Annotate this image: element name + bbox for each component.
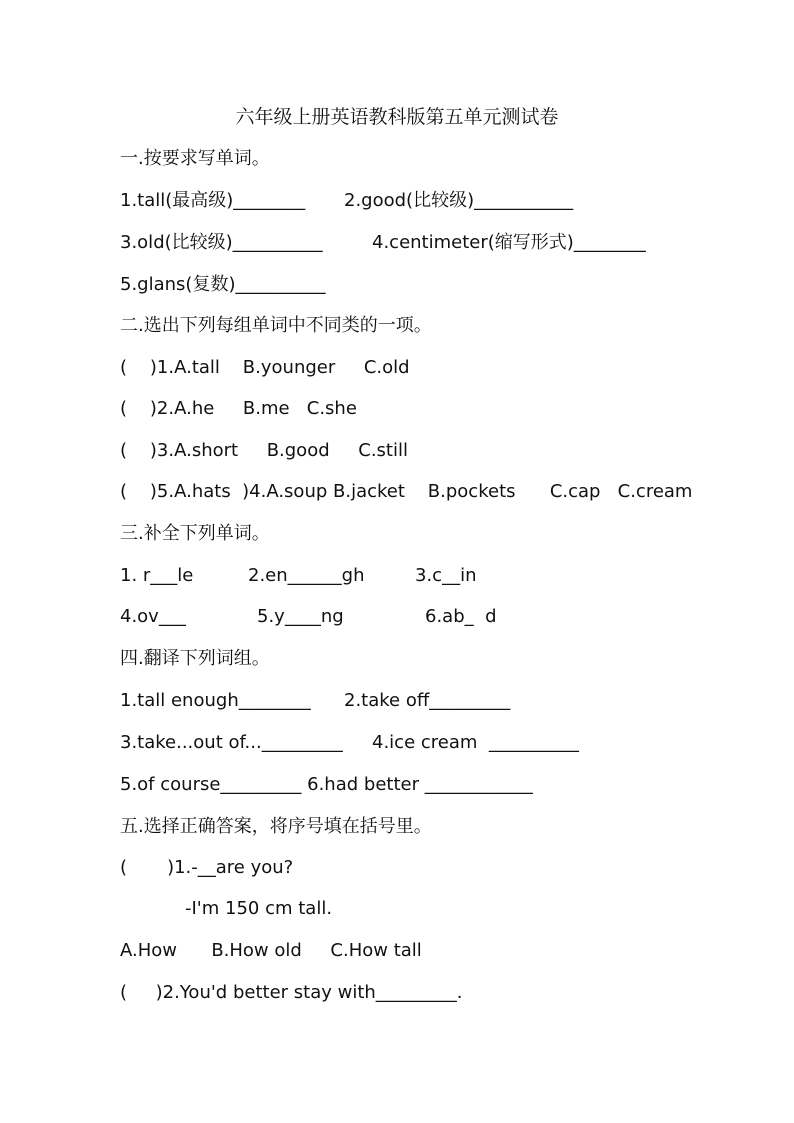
section-4-line-3: 5.of course_________ 6.had better ____________ [120, 774, 533, 795]
fill-word-3: 3.c__in [415, 565, 477, 586]
question-2-1: ( )1.A.tall B.younger C.old [120, 357, 410, 378]
fill-word-4: 4.ov___ [120, 606, 186, 627]
question-2-2: ( )2.A.he B.me C.she [120, 398, 357, 419]
section-2-heading: 二.选出下列每组单词中不同类的一项。 [120, 315, 432, 336]
fill-word-2: 2.en______gh [248, 565, 365, 586]
item-1-3: 3.old(比较级)__________ [120, 232, 323, 253]
phrase-3: 3.take...out of..._________ [120, 732, 343, 753]
phrase-1: 1.tall enough________ [120, 690, 311, 711]
section-1-heading: 一.按要求写单词。 [120, 148, 270, 169]
question-5-1-answer: -I'm 150 cm tall. [185, 898, 333, 919]
page-title: 六年级上册英语教科版第五单元测试卷 [235, 106, 559, 128]
fill-word-1: 1. r___le [120, 565, 194, 586]
section-4-heading: 四.翻译下列词组。 [120, 648, 270, 669]
phrase-2: 2.take off_________ [344, 690, 511, 711]
question-2-3: ( )3.A.short B.good C.still [120, 440, 408, 461]
item-1-5: 5.glans(复数)__________ [120, 274, 326, 295]
phrase-4: 4.ice cream __________ [372, 732, 579, 753]
question-5-1-options: A.How B.How old C.How tall [120, 940, 422, 961]
item-1-2: 2.good(比较级)___________ [344, 190, 574, 211]
fill-word-6: 6.ab_ d [425, 606, 497, 627]
section-3-heading: 三.补全下列单词。 [120, 523, 270, 544]
fill-word-5: 5.y____ng [257, 606, 344, 627]
item-1-4: 4.centimeter(缩写形式)________ [372, 232, 646, 253]
item-1-1: 1.tall(最高级)________ [120, 190, 306, 211]
section-5-heading: 五.选择正确答案，将序号填在括号里。 [120, 816, 432, 837]
question-5-1: ( )1.-__are you? [120, 857, 294, 878]
question-2-4: ( )5.A.hats )4.A.soup B.jacket B.pockets C.cap C.cream [120, 481, 693, 502]
question-5-2: ( )2.You'd better stay with_________. [120, 982, 463, 1003]
